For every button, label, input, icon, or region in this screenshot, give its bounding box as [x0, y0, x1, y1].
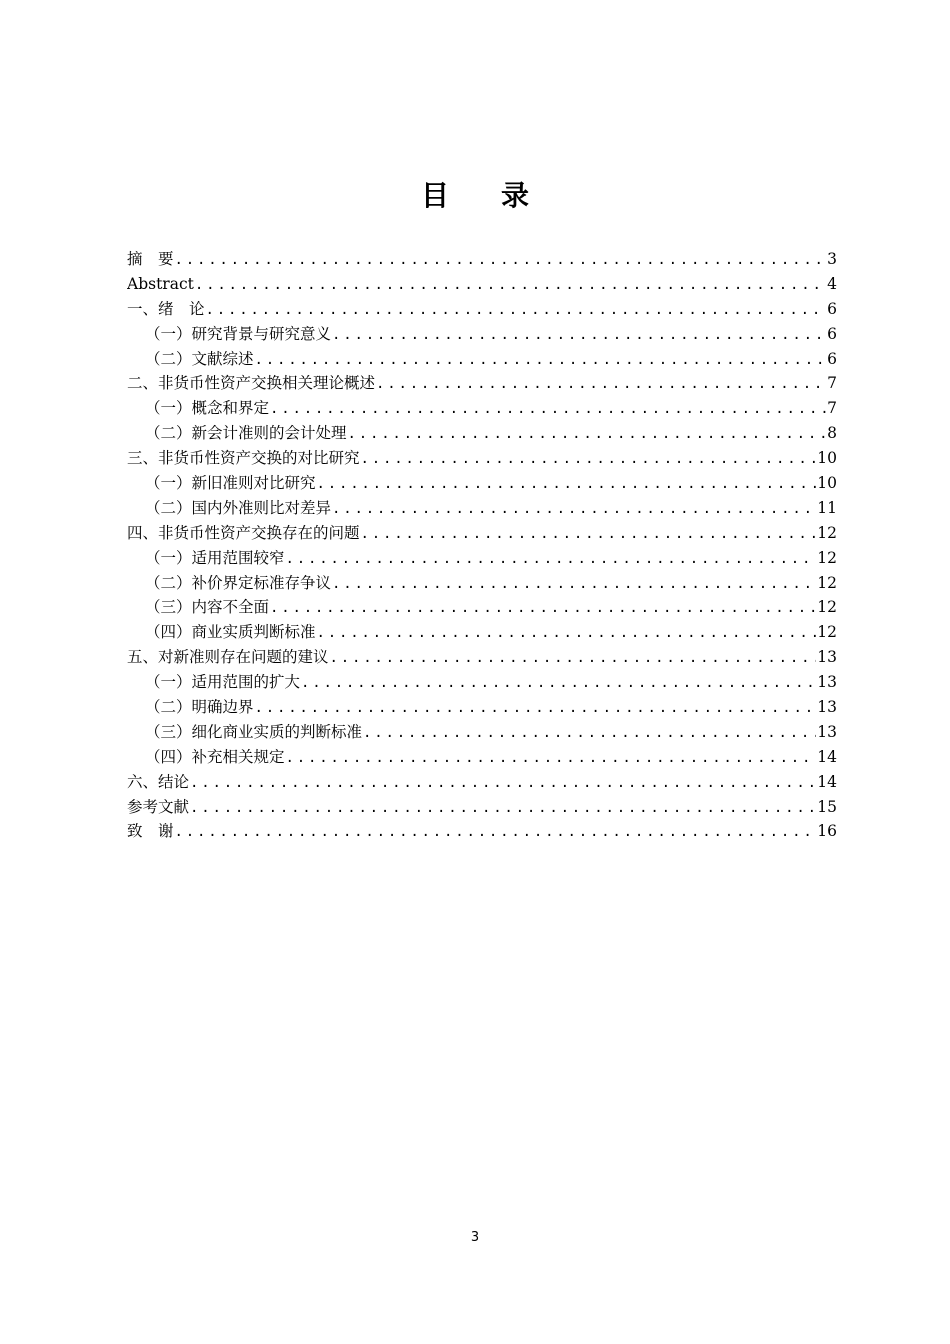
toc-leader-dots: [301, 671, 816, 695]
toc-leader-dots: [255, 696, 817, 720]
toc-entry[interactable]: [127, 745, 837, 770]
toc-entry-page: 12: [817, 573, 837, 592]
toc-entry[interactable]: [127, 272, 837, 297]
toc-leader-dots: [376, 372, 826, 396]
page-number: 3: [470, 1230, 480, 1245]
toc-entry-page: 6: [827, 324, 837, 343]
toc-entry[interactable]: [127, 720, 837, 745]
toc-entry-label: 一、绪 论: [127, 299, 205, 318]
toc-entry-label: 致 谢: [127, 822, 174, 841]
toc-leader-dots: [270, 596, 816, 620]
toc-entry-label: （三）细化商业实质的判断标准: [145, 722, 363, 741]
table-of-contents: [127, 247, 837, 844]
toc-entry-label: 四、非货币性资产交换存在的问题: [127, 523, 360, 542]
toc-entry-page: 6: [827, 299, 837, 318]
toc-entry-page: 13: [817, 673, 837, 692]
toc-entry-page: 10: [817, 474, 837, 493]
toc-entry-label: 三、非货币性资产交换的对比研究: [127, 449, 360, 468]
toc-entry[interactable]: [127, 347, 837, 372]
toc-entry-page: 11: [817, 498, 837, 517]
toc-entry-page: 6: [827, 349, 837, 368]
toc-entry-page: 13: [817, 722, 837, 741]
toc-entry-page: 8: [827, 424, 837, 443]
toc-leader-dots: [195, 273, 826, 297]
toc-leader-dots: [190, 771, 816, 795]
toc-entry[interactable]: [127, 795, 837, 820]
toc-entry[interactable]: [127, 297, 837, 322]
toc-entry[interactable]: [127, 571, 837, 596]
toc-leader-dots: [332, 497, 816, 521]
toc-entry-label: （一）研究背景与研究意义: [145, 324, 332, 343]
toc-leader-dots: [190, 796, 816, 820]
toc-entry-page: 7: [827, 399, 837, 418]
toc-entry-label: 五、对新准则存在问题的建议: [127, 648, 329, 667]
toc-entry[interactable]: [127, 322, 837, 347]
toc-entry-label: （二）补价界定标准存争议: [145, 573, 332, 592]
toc-entry-label: （二）文献综述: [145, 349, 254, 368]
toc-leader-dots: [330, 646, 817, 670]
toc-entry-page: 15: [817, 797, 837, 816]
toc-entry[interactable]: [127, 471, 837, 496]
toc-entry[interactable]: [127, 670, 837, 695]
toc-entry-label: 摘 要: [127, 250, 174, 268]
toc-entry-page: 3: [827, 250, 837, 268]
toc-leader-dots: [270, 397, 826, 421]
toc-entry-label: 六、结论: [127, 772, 190, 791]
toc-leader-dots: [361, 522, 817, 546]
toc-entry-label: （一）概念和界定: [145, 399, 270, 418]
toc-entry-page: 10: [817, 449, 837, 468]
toc-entry-label: （四）商业实质判断标准: [145, 623, 316, 642]
toc-leader-dots: [317, 472, 817, 496]
toc-entry[interactable]: [127, 446, 837, 471]
toc-entry-page: 14: [817, 772, 837, 791]
toc-entry-label: Abstract: [127, 274, 194, 293]
toc-entry-page: 13: [817, 698, 837, 717]
toc-entry-label: （二）新会计准则的会计处理: [145, 424, 347, 443]
toc-entry-label: （二）国内外准则比对差异: [145, 498, 332, 517]
toc-leader-dots: [286, 746, 817, 770]
toc-entry[interactable]: [127, 595, 837, 620]
toc-entry-label: 二、非货币性资产交换相关理论概述: [127, 374, 376, 393]
toc-leader-dots: [317, 621, 817, 645]
toc-entry[interactable]: [127, 546, 837, 571]
toc-leader-dots: [363, 721, 816, 745]
toc-entry-label: （四）补充相关规定: [145, 747, 285, 766]
toc-entry-label: 参考文献: [127, 797, 190, 816]
toc-entry-page: 7: [827, 374, 837, 393]
toc-entry[interactable]: [127, 695, 837, 720]
toc-entry[interactable]: [127, 620, 837, 645]
toc-entry-page: 16: [817, 822, 837, 841]
toc-leader-dots: [332, 572, 816, 596]
toc-entry-label: （二）明确边界: [145, 698, 254, 717]
toc-entry[interactable]: [127, 421, 837, 446]
toc-entry[interactable]: [127, 645, 837, 670]
toc-leader-dots: [361, 447, 817, 471]
toc-entry[interactable]: [127, 521, 837, 546]
toc-entry-label: （一）适用范围较窄: [145, 548, 285, 567]
toc-leader-dots: [348, 422, 827, 446]
toc-entry[interactable]: [127, 770, 837, 795]
toc-entry-page: 4: [827, 274, 837, 293]
toc-entry[interactable]: [127, 396, 837, 421]
toc-entry[interactable]: [127, 247, 837, 272]
toc-entry-label: （三）内容不全面: [145, 598, 270, 617]
toc-leader-dots: [286, 547, 817, 571]
toc-leader-dots: [175, 248, 827, 272]
toc-entry-page: 12: [817, 548, 837, 567]
toc-entry-page: 12: [817, 523, 837, 542]
toc-entry-label: （一）适用范围的扩大: [145, 673, 301, 692]
toc-entry[interactable]: [127, 496, 837, 521]
toc-leader-dots: [175, 820, 817, 844]
toc-entry[interactable]: [127, 819, 837, 844]
page-title: 目录: [420, 179, 581, 212]
toc-leader-dots: [206, 298, 827, 322]
toc-entry-page: 12: [817, 598, 837, 617]
toc-leader-dots: [332, 323, 826, 347]
toc-entry-page: 14: [817, 747, 837, 766]
toc-entry[interactable]: [127, 371, 837, 396]
toc-leader-dots: [255, 348, 827, 372]
toc-entry-page: 12: [817, 623, 837, 642]
toc-entry-page: 13: [817, 648, 837, 667]
toc-entry-label: （一）新旧准则对比研究: [145, 474, 316, 493]
